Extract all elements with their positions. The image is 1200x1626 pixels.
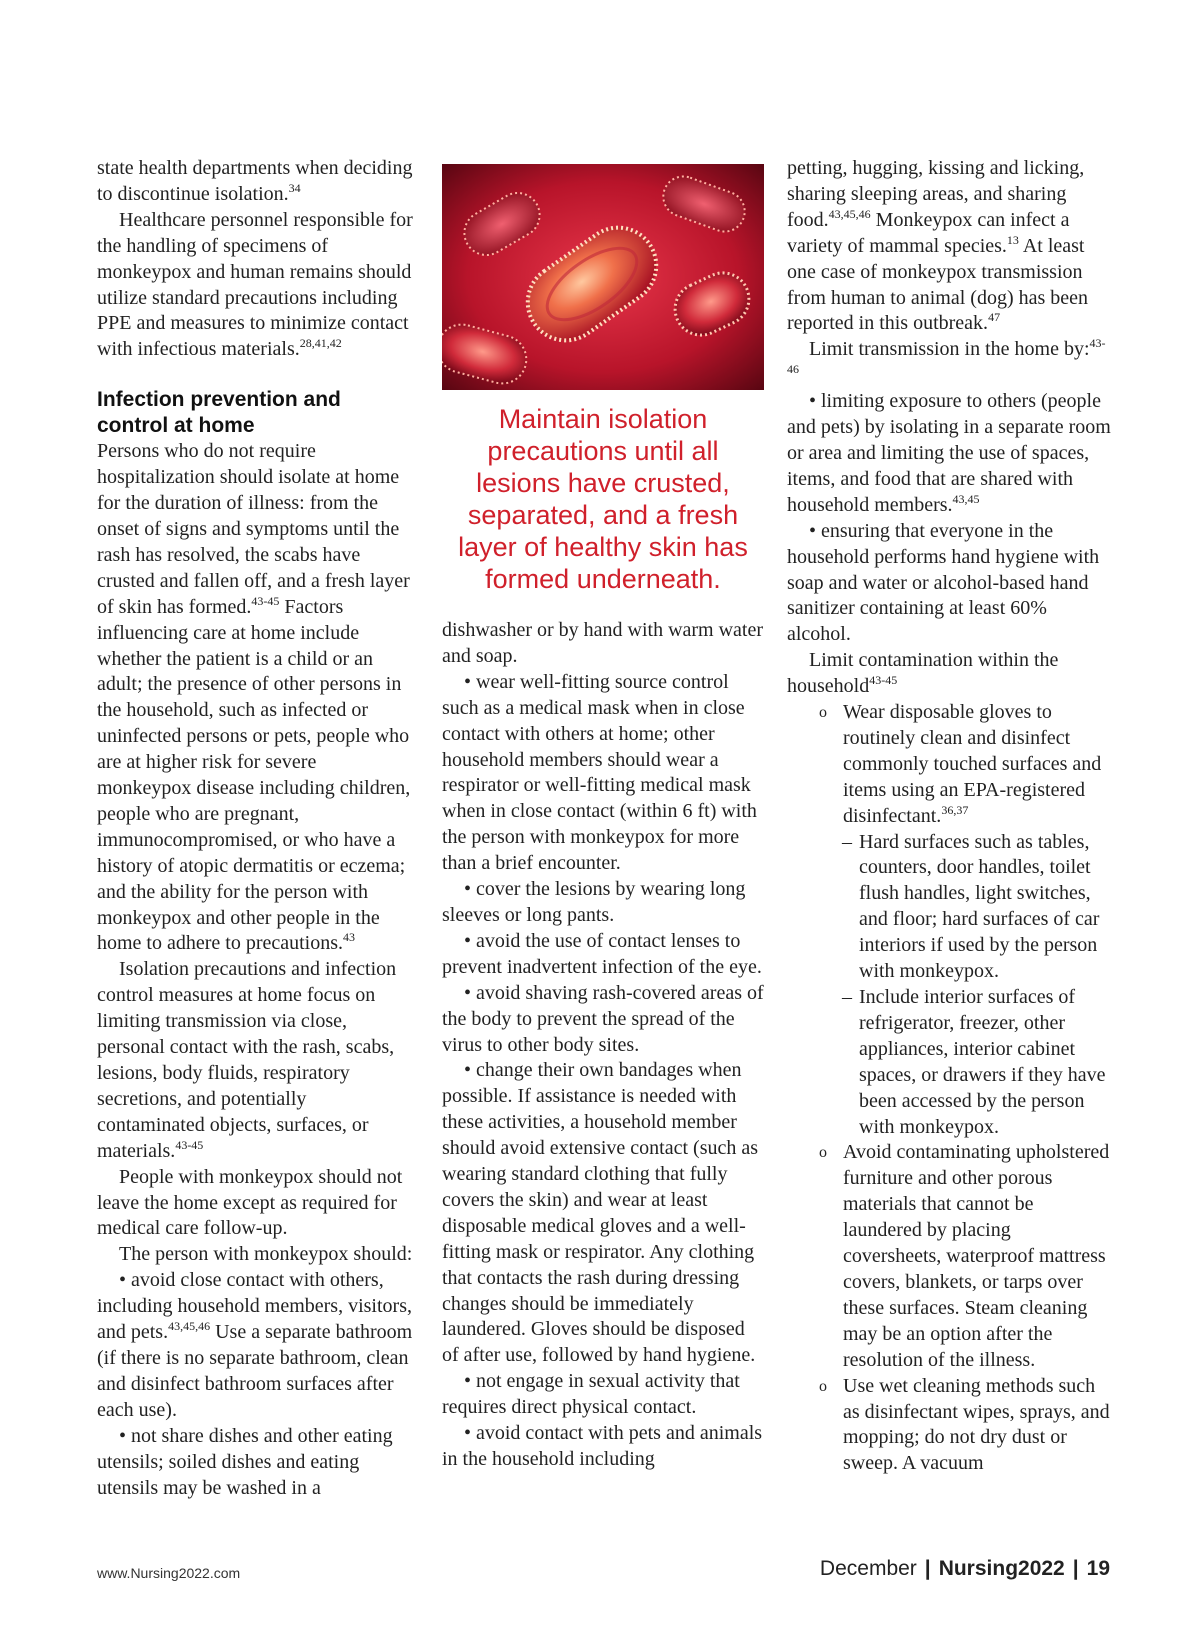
column-1 bbox=[97, 156, 415, 1501]
bullet-item: • wear well-fitting source control such as a medical mask when in close contact with others at home; other household members should wear a respirator or well-fitting medical mask when in close contact (within 6 ft) with the person with monkeypox for more than a brief encounter. bbox=[442, 670, 757, 875]
paragraph: The person with monkeypox should: bbox=[119, 1243, 413, 1266]
paragraph: Healthcare personnel responsible for the handling of specimens of monkeypox and human remains should utilize standard precautions including PPE and measures to minimize contact with infectious materials.$^{28,41,42}$ bbox=[97, 208, 413, 361]
issue-month: December bbox=[819, 1557, 917, 1580]
paragraph: Limit transmission in the home by:$^{43-46}$ bbox=[787, 336, 1106, 377]
section-heading: Infection prevention and control at home bbox=[97, 388, 341, 438]
sub-bullet-item: o Wear disposable gloves to routinely clean and disinfect commonly touched surfaces and items using an EPA-registered disinfectant.$^{36,37}$ bbox=[819, 701, 1102, 827]
paragraph: petting, hugging, kissing and licking, sharing sleeping areas, and sharing food.$^{43,45,46}$ Monkeypox can infect a variety of mammal species.$^{13}$ At least one case of monkeypox transmission from human to animal (dog) has been reported in this outbreak.$^{47}$ bbox=[787, 157, 1089, 335]
bullet-item: • change their own bandages when possible. If assistance is needed with these activities, a household member should avoid extensive contact (such as wearing standard clothing that fully covers the skin) and wear at least disposable medical gloves and a well-fitting mask or respirator. Any clothing that contacts the rash during dressing changes should be immediately laundered. Gloves should be disposed of after use, followed by hand hygiene. bbox=[442, 1059, 759, 1367]
bullet-item: • cover the lesions by wearing long sleeves or long pants. bbox=[442, 878, 746, 926]
paragraph: state health departments when deciding to discontinue isolation.$^{34}$ bbox=[97, 157, 413, 205]
sub-bullet-item: o Avoid contaminating upholstered furniture and other porous materials that cannot be laundered by placing coversheets, waterproof mattress covers, blankets, or tarps over these surfaces. Steam cleaning may be an option after the resolution of the illness. bbox=[819, 1141, 1110, 1371]
bullet-item: • not engage in sexual activity that requires direct physical contact. bbox=[442, 1370, 740, 1419]
bullet-item: • avoid the use of contact lenses to prevent inadvertent infection of the eye. bbox=[442, 929, 762, 978]
column-3 bbox=[787, 156, 1112, 1477]
page-number: 19 bbox=[1086, 1557, 1110, 1580]
dash-bullet: – bbox=[842, 986, 852, 1008]
paragraph: dishwasher or by hand with warm water and soap. bbox=[442, 619, 764, 667]
bullet-item: • limiting exposure to others (people and pets) by isolating in a separate room or area and limiting the use of spaces, items, and food that are shared with household members.$^{43,45}$ bbox=[787, 390, 1111, 516]
paragraph: Isolation precautions and infection control measures at home focus on limiting transmission via close, personal contact with the rash, scabs, lesions, body fluids, respiratory secretions, and potentially contaminated objects, surfaces, or materials.$^{43-45}$ bbox=[97, 958, 397, 1162]
column-2 bbox=[442, 618, 764, 1473]
separator: | bbox=[1072, 1557, 1079, 1580]
bullet-item: • avoid contact with pets and animals in the household including bbox=[442, 1422, 763, 1470]
bullet-item: • not share dishes and other eating utensils; soiled dishes and eating utensils may be washed in a bbox=[97, 1424, 393, 1499]
dash-bullet: – bbox=[842, 830, 852, 853]
paragraph: People with monkeypox should not leave the home except as required for medical care follow-up. bbox=[97, 1165, 403, 1240]
separator: | bbox=[924, 1557, 931, 1580]
paragraph: Persons who do not require hospitalization should isolate at home for the duration of illness: from the onset of signs and symptoms until the rash has resolved, the scabs have crusted and fallen off, and a fresh layer of skin has formed.$^{43-45}$ Factors influencing care at home include whether the patient is a child or an adult; the presence of other persons in the household, such as infected or uninfected persons or pets, people who are at higher risk for severe monkeypox disease including children, people who are pregnant, immunocompromised, or who have a history of atopic dermatitis or eczema; and the ability for the person with monkeypox and other people in the home to adhere to precautions.$^{43}$ bbox=[97, 440, 411, 955]
dash-item: – Include interior surfaces of refrigerator, freezer, other appliances, interior cabinet spaces, or drawers if they have been accessed by the person with monkeypox. bbox=[842, 986, 1106, 1138]
bullet-item: • ensuring that everyone in the household performs hand hygiene with soap and water or alcohol-based hand sanitizer containing at least 60% alcohol. bbox=[787, 519, 1100, 646]
magazine-name: Nursing2022 bbox=[938, 1557, 1065, 1580]
footer-folio bbox=[820, 1557, 1110, 1581]
circle-bullet: o bbox=[819, 704, 827, 722]
paragraph: Limit contamination within the household$^{43-45}$ bbox=[787, 649, 1059, 698]
bullet-item: • avoid close contact with others, including household members, visitors, and pets.$^{43,45,46}$ Use a separate bathroom (if there is no separate bathroom, clean and disinfect bathroom surfaces after each use). bbox=[97, 1269, 413, 1421]
pull-quote: Maintain isolation precautions until all lesions have crusted, separated, and a fresh layer of healthy skin has formed underneath. bbox=[458, 404, 748, 594]
virus-illustration bbox=[442, 164, 764, 390]
circle-bullet: o bbox=[819, 1144, 827, 1162]
circle-bullet: o bbox=[819, 1377, 827, 1395]
bullet-item: • avoid shaving rash-covered areas of the body to prevent the spread of the virus to other body sites. bbox=[442, 981, 764, 1056]
footer-url: www.Nursing2022.com bbox=[97, 1565, 241, 1581]
dash-item: – Hard surfaces such as tables, counters, door handles, toilet flush handles, light switches, and floor; hard surfaces of car interiors if used by the person with monkeypox. bbox=[842, 830, 1100, 983]
sub-bullet-item: o Use wet cleaning methods such as disinfectant wipes, sprays, and mopping; do not dry dust or sweep. A vacuum bbox=[819, 1374, 1110, 1475]
